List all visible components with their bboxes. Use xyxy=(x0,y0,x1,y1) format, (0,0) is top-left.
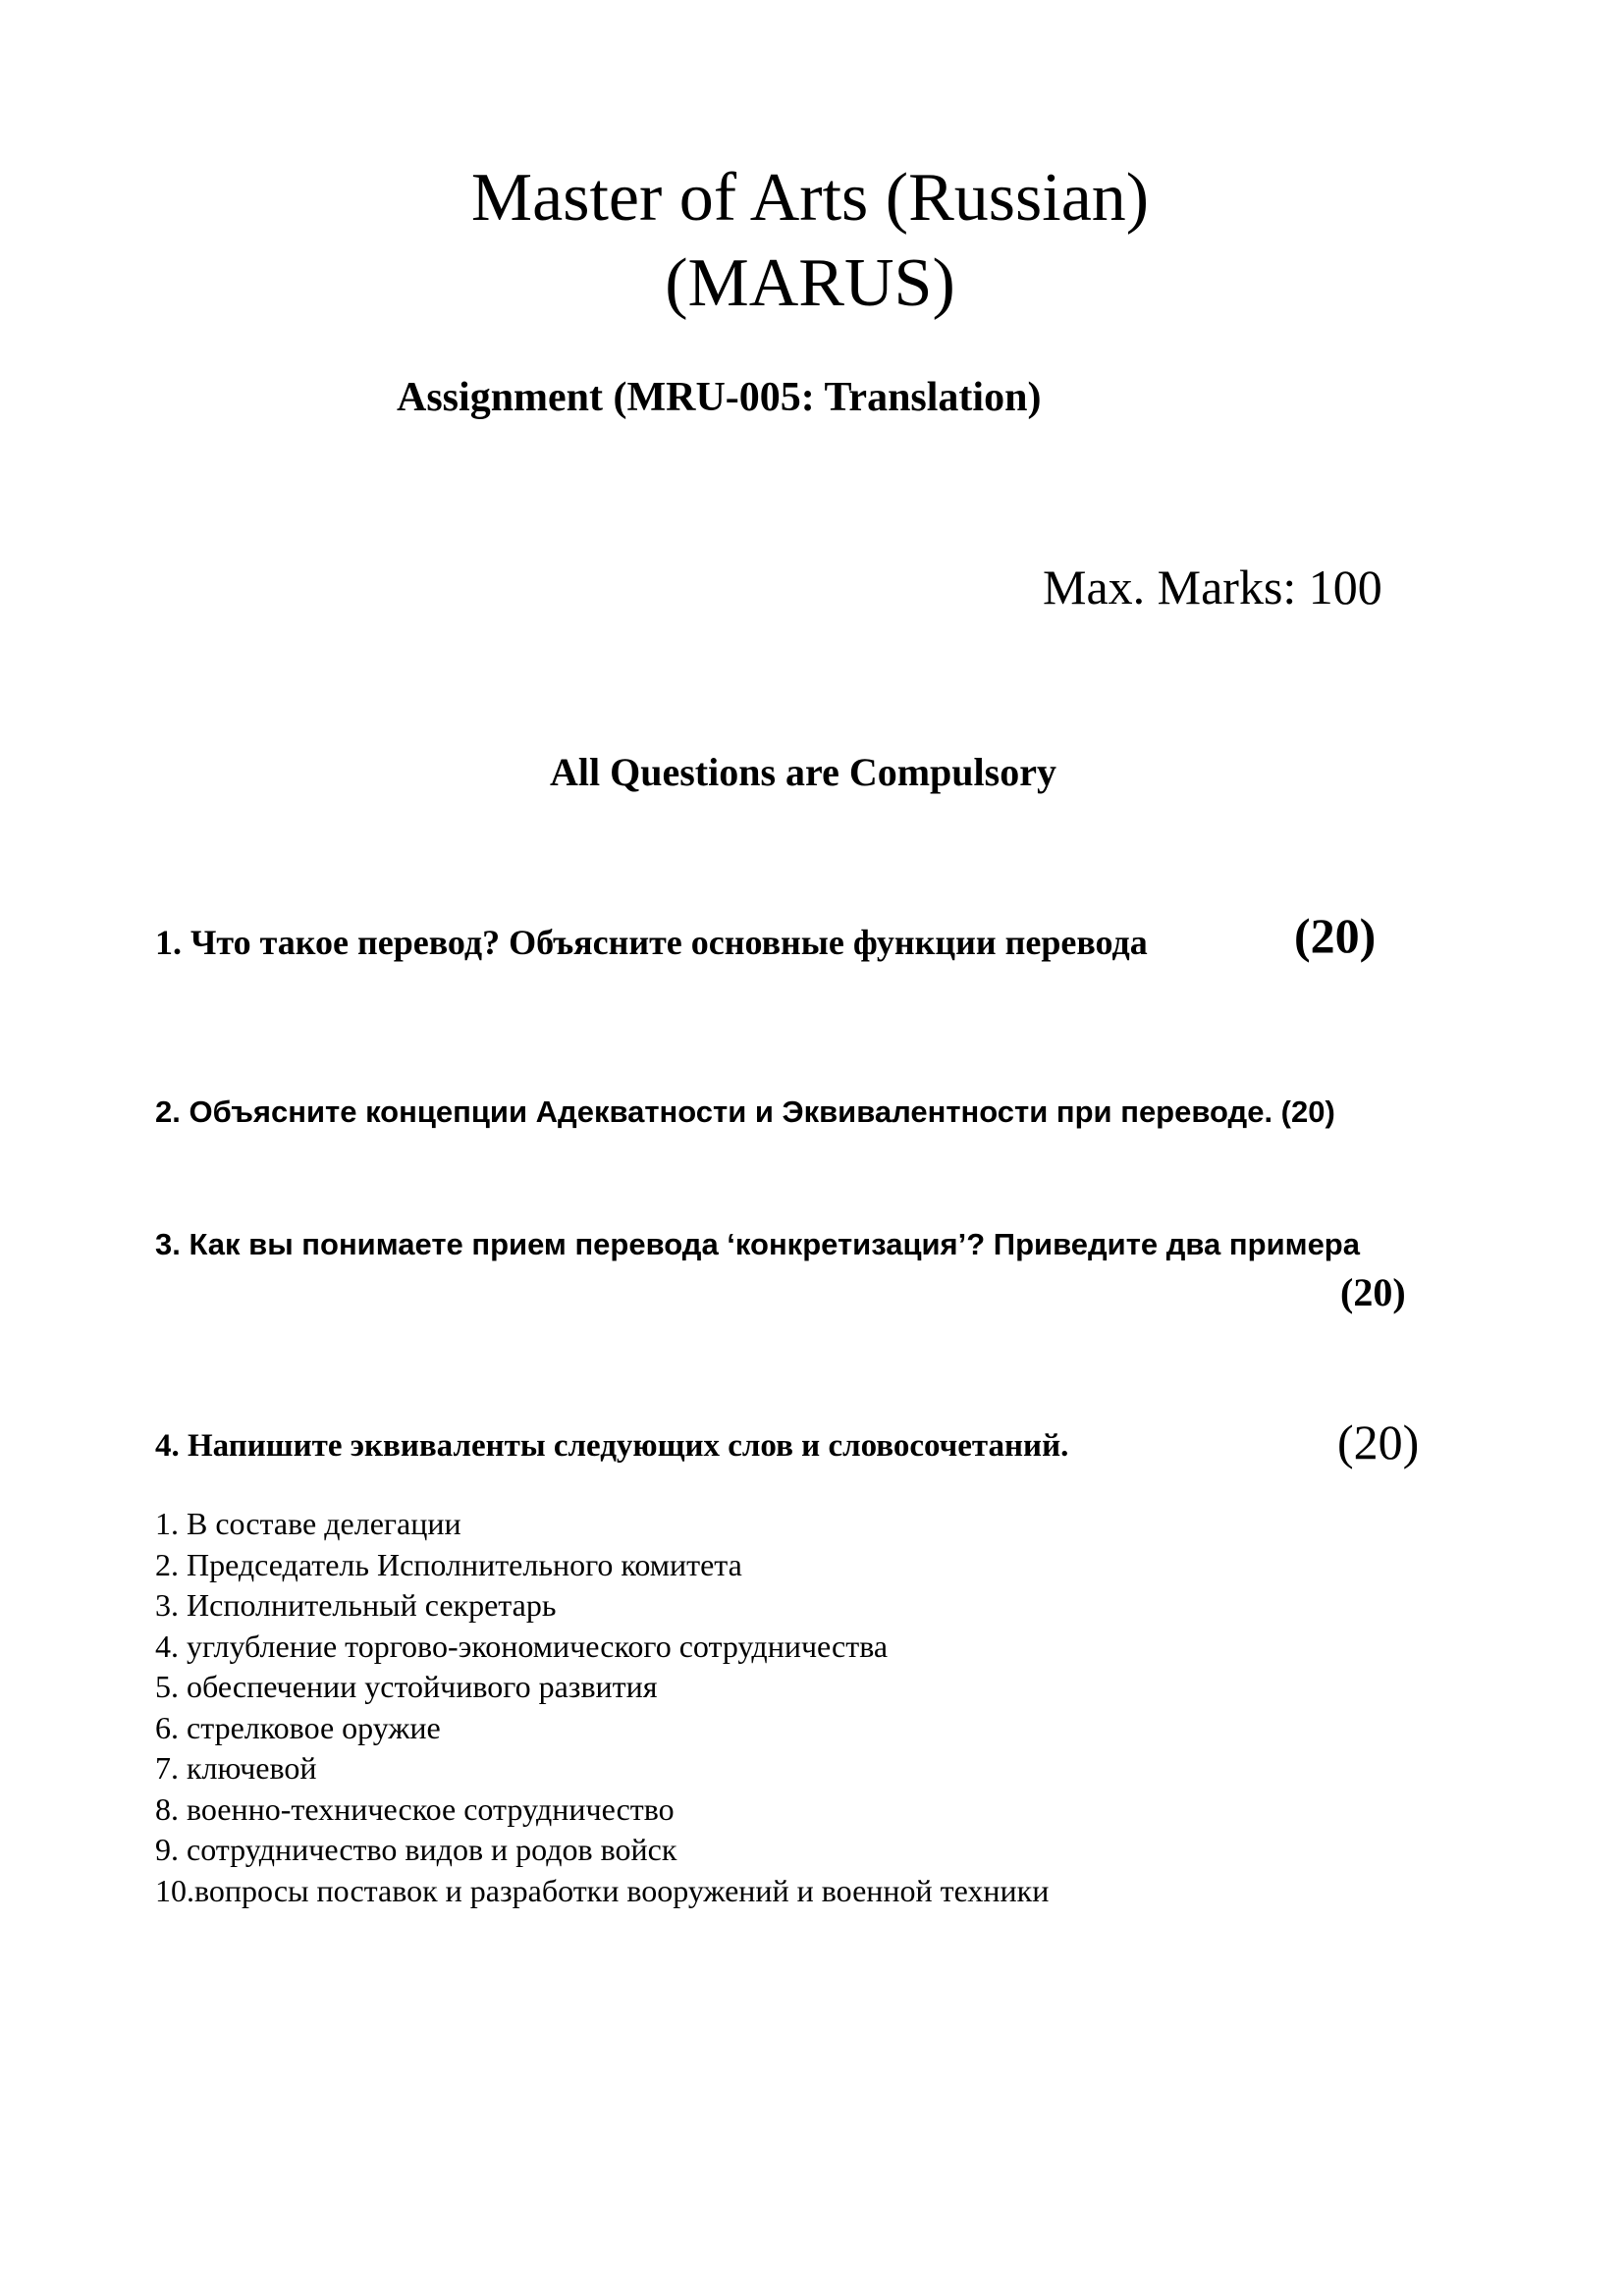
terms-list xyxy=(155,1504,1049,1911)
list-item: 1. В составе делегации xyxy=(155,1506,461,1541)
question-4: 4. Напишите эквиваленты следующих слов и словосочетаний. xyxy=(155,1428,1069,1464)
assignment-heading: Assignment (MRU-005: Translation) xyxy=(397,375,1042,420)
list-item: 3. Исполнительный секретарь xyxy=(155,1587,557,1623)
question-3-marks: (20) xyxy=(1340,1270,1406,1314)
list-item: 9. сотрудничество видов и родов войск xyxy=(155,1832,677,1867)
question-1: 1. Что такое перевод? Объясните основные функции перевода xyxy=(155,923,1148,962)
question-2: 2. Объясните концепции Адекватности и Эквивалентности при переводе. (20) xyxy=(155,1095,1335,1129)
question-3: 3. Как вы понимаете прием перевода ‘конкретизация’? Приведите два примера xyxy=(155,1227,1360,1261)
list-item: 2. Председатель Исполнительного комитета xyxy=(155,1546,742,1582)
list-item: 8. военно-техническое сотрудничество xyxy=(155,1790,675,1827)
document-title: Master of Arts (Russian) xyxy=(470,160,1150,236)
list-item: 4. углубление торгово-экономического сотрудничества xyxy=(155,1628,889,1664)
list-item: 5. обеспечении устойчивого развития xyxy=(155,1669,658,1704)
question-4-marks: (20) xyxy=(1337,1415,1420,1469)
document-subtitle: (MARUS) xyxy=(665,245,955,321)
list-item: 7. ключевой xyxy=(155,1750,317,1786)
max-marks: Max. Marks: 100 xyxy=(1043,560,1382,614)
list-item: 6. стрелковое оружие xyxy=(155,1709,441,1745)
question-1-marks: (20) xyxy=(1294,908,1377,963)
list-item: 10.вопросы поставок и разработки вооружений и военной техники xyxy=(155,1872,1050,1908)
instruction: All Questions are Compulsory xyxy=(550,750,1056,794)
